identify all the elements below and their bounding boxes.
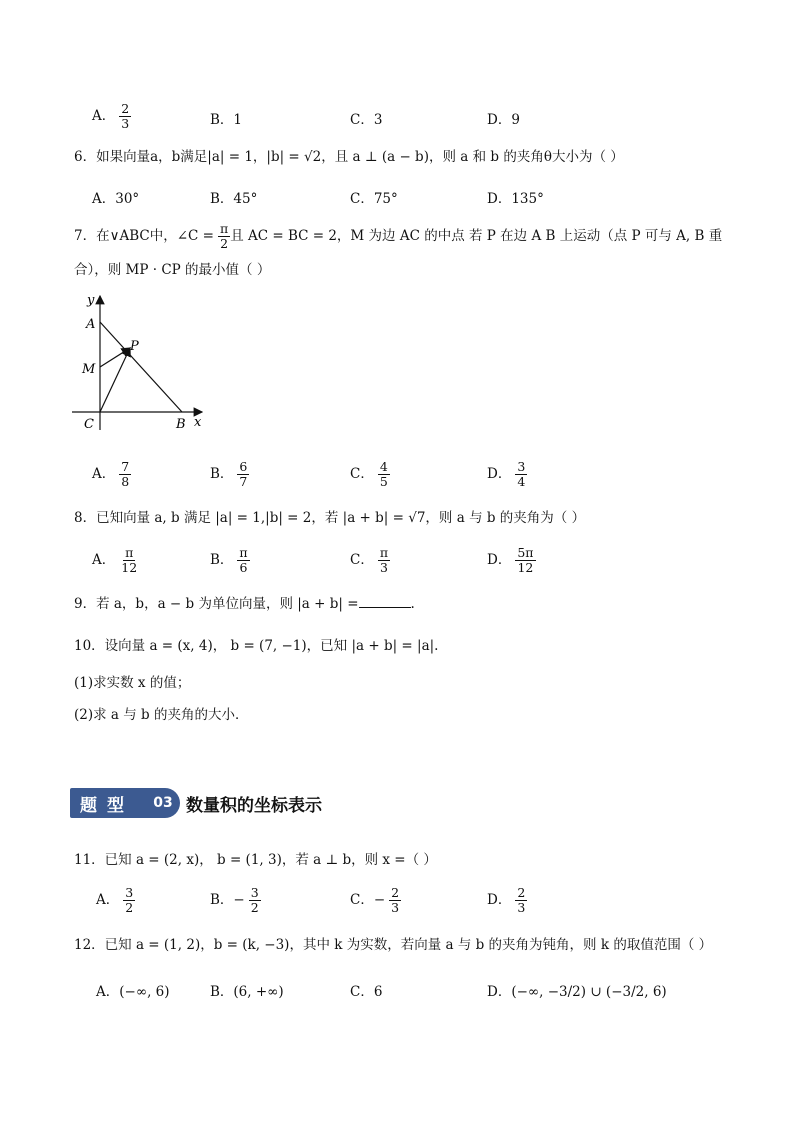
q12-option-b: B．(6, +∞) xyxy=(210,984,284,1000)
section-banner xyxy=(70,786,322,820)
q12-option-a: A．(−∞, 6) xyxy=(96,984,170,1000)
label-x: x xyxy=(194,415,202,430)
question-12-text: 12．已知 a = (1, 2)，b = (k, −3)，其中 k 为实数，若向量 a 与 b 的夹角为钝角，则 k 的取值范围（ ） xyxy=(74,937,713,953)
q8-option-c: C． $\frac{\pi}{3}$ xyxy=(350,545,389,575)
q7-option-a: A． $\frac{7}{8}$ xyxy=(92,459,130,489)
triangle-figure xyxy=(70,290,210,440)
section-title: 数量积的坐标表示 xyxy=(186,795,322,816)
question-10-part-1: (1)求实数 x 的值； xyxy=(74,675,191,691)
label-y: y xyxy=(87,293,95,308)
q8-option-d: D． $\frac{5\pi}{12}$ xyxy=(487,545,534,575)
question-11-text: 11．已知 a = (2, x)， b = (1, 3)，若 a ⊥ b，则 x =（ ） xyxy=(74,852,437,868)
label-p: P xyxy=(130,339,139,354)
label-a: A xyxy=(86,317,96,332)
q11-option-b: B．− $\frac{3}{2}$ xyxy=(210,885,259,915)
question-9-text: 9．若 a，b，a − b 为单位向量，则 |a + b| = . xyxy=(74,596,415,612)
label-c: C xyxy=(84,417,94,432)
question-7-line-2: 合），则 MP · CP 的最小值（ ） xyxy=(74,262,271,278)
q7-option-c: C． $\frac{4}{5}$ xyxy=(350,459,388,489)
section-tag: 题型 03 xyxy=(70,788,162,818)
q5-option-b: B．1 xyxy=(210,112,243,128)
q11-option-c: C．− $\frac{2}{3}$ xyxy=(350,885,400,915)
segment-ab xyxy=(100,322,182,412)
answer-blank xyxy=(359,595,411,608)
q6-option-c: C．75° xyxy=(350,191,398,207)
q12-option-d: D．(−∞, −3/2) ∪ (−3/2, 6) xyxy=(487,984,667,1000)
question-7-line-1: 7．在∨ABC中，∠C = $\frac{\pi}{2}$ 且 AC = BC = 2，M 为边 AC 的中点 若 P 在边 A B 上运动（点 P 可与 A, B 重 xyxy=(74,221,723,251)
q11-option-d: D． $\frac{2}{3}$ xyxy=(487,885,526,915)
q7-option-d: D． $\frac{3}{4}$ xyxy=(487,459,526,489)
q6-option-d: D．135° xyxy=(487,191,544,207)
question-8-text: 8．已知向量 a, b 满足 |a| = 1,|b| = 2，若 |a + b| = √7，则 a 与 b 的夹角为（ ） xyxy=(74,510,586,526)
section-number: 03 xyxy=(146,788,180,818)
label-m: M xyxy=(82,362,96,377)
q11-option-a: A． $\frac{3}{2}$ xyxy=(96,885,134,915)
q6-option-b: B．45° xyxy=(210,191,258,207)
q5-option-a: A． $\frac{2}{3}$ xyxy=(92,101,130,131)
q7-option-b: B． $\frac{6}{7}$ xyxy=(210,459,248,489)
label-b: B xyxy=(176,417,186,432)
question-6-text: 6．如果向量a，b满足|a| = 1，|b| = √2，且 a ⊥ (a − b)，则 a 和 b 的夹角θ大小为（ ） xyxy=(74,149,624,165)
q8-option-b: B． $\frac{\pi}{6}$ xyxy=(210,545,248,575)
question-10-text: 10．设向量 a = (x, 4)， b = (7, −1)，已知 |a + b| = |a|. xyxy=(74,638,439,654)
q8-option-a: A． $\frac{\pi}{12}$ xyxy=(92,545,138,575)
q6-option-a: A．30° xyxy=(92,191,140,207)
q5-option-d: D．9 xyxy=(487,112,520,128)
question-10-part-2: (2)求 a 与 b 的夹角的大小． xyxy=(74,707,249,723)
q5-option-c: C．3 xyxy=(350,112,383,128)
q12-option-c: C．6 xyxy=(350,984,383,1000)
